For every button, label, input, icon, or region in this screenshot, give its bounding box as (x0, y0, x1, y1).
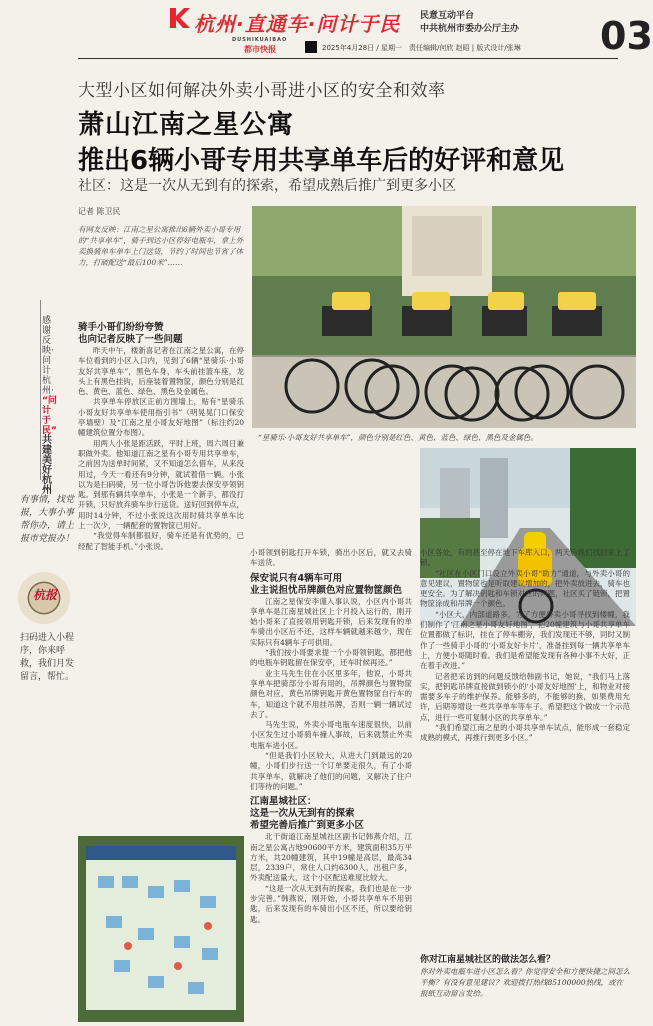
col2-heading-3: 江南星城社区： (250, 796, 317, 808)
map-board-photo (78, 836, 244, 1022)
question-body: 你对外卖电瓶车进小区怎么看？你觉得安全和方便快捷之间怎么平衡？有没有意见建议？欢迎拨打热线85100000热线，或在报纸互动留言发给。 (420, 967, 630, 998)
k-badge-icon (305, 41, 317, 53)
col2-para: “这是一次从无到有的探索，我们也是在一步步完善。”韩燕说，刚开始，小哥共享单车不用钥匙，后来发现有的车骑出小区不还，所以要给钥匙。 (250, 883, 412, 924)
masthead-title: 杭州·直通车·问计于民 (194, 12, 401, 36)
k-logo-icon (168, 6, 190, 30)
bikes-photo (252, 206, 636, 428)
date-line: 2025年4月28日 / 星期一 责任编辑/何欣 赵昭 | 版式设计/张琳 (322, 44, 521, 52)
col2-heading-5: 希望完善后推广到更多小区 (250, 820, 365, 832)
org-line-1: 民意互动平台 (420, 11, 475, 21)
col2-heading-2: 业主说担忧吊牌颜色对应置物筐颜色 (250, 584, 403, 596)
col1-para: 昨天中午，楼新喜记者在江南之星公寓，在停车位看到的小区入口内，见到了6辆“星骑乐·小哥友好共享单车”，黑色车身，车头前挂篮车座，龙头上有黑色挂钩，后座装着置物筐，颜色分别是红色、黄色、蓝色、绿色、黑色及金属色。 (78, 346, 244, 397)
sidebar-tag-a: 感谢反映·问计杭州· (42, 316, 54, 396)
col2-heading-1: 保安说只有4辆车可用 (250, 572, 343, 584)
byline: 记者 陈卫民 (78, 207, 121, 216)
headline-subhead: 社区：这是一次从无到有的探索，希望成熟后推广到更多小区 (78, 178, 456, 194)
col2-para: 江南之星保安李谨入事认说，小区内小哥共享单车是江南星城社区上个月投入运行的，刚开始小哥来了直接领用钥匙开锁，后来发现有的单车骑出小区后不还，这样车辆就越来越少，现在实际只有4辆车子可供用。 (250, 596, 412, 647)
sidebar-divider (40, 300, 41, 480)
col3-para: “社区在小区门口设立外卖小哥“助力”通道，与外卖小哥的意见建议，置物筐也是听取建议增加的，把外卖放进去，骑车也更安全。为了解决钥匙和车锁对应的问题，社区买了链锁，把置物筐涂成和吊牌一个颜色。 (420, 568, 630, 609)
col2-para: 业主马先生住在小区里多年，他说，小哥共享单车把骑部分小哥有用的，吊牌颜色与置物筐颜色对应，黄色吊牌钥匙开黄色置物筐自行车的车，知道这个就不用挂吊牌，否则一辆一辆试过去了。 (250, 668, 412, 719)
photo-caption: “星骑乐·小哥友好共享单车”，颜色分别是红色、黄色、蓝色、绿色、黑色及金属色。 (258, 433, 539, 442)
masthead-rule (78, 58, 618, 59)
col2-para: “但是我们小区较大，从进大门到最远的20幢，小哥们步行送一个订单要走很久，有了小哥共享单车，就解决了他们的问题，又解决了住户们等待的问题。” (250, 751, 412, 791)
masthead-pinyin: DUSHIKUAIBAO (232, 37, 288, 43)
sidebar-tag (42, 316, 55, 496)
masthead-org (420, 10, 519, 36)
seal-text: 杭报 (33, 588, 58, 602)
sidebar-note: 有事情，找党报，大事小事帮你办，请上报市党报办！ (20, 495, 75, 544)
sidebar-note-2: 扫码进入小程序，你来呼救，我们月发留言，帮忙。 (20, 633, 75, 682)
map-illustration (78, 836, 244, 1022)
column-1 (78, 322, 244, 832)
col2-para: 小哥领到钥匙打开车锁，骑出小区后，就又去骑车送货。 (250, 548, 412, 568)
question-title: 你对江南星城社区的做法怎么看？ (420, 955, 556, 965)
sidebar-tag-b: “问计于民” (42, 396, 57, 436)
headline-line-1: 萧山江南之星公寓 (78, 110, 295, 140)
intro-text: 有网友反映：江南之星公寓推出6辆外卖小哥专用的“共享单车”，骑手到达小区停好电瓶车，拿上外卖换骑单车单车上门送货，节约了时间也节省了体力，打破配送“最后100米”…… (78, 225, 244, 267)
col1-heading-1: 骑手小哥们纷纷夸赞 (78, 322, 164, 333)
bikes-illustration (252, 206, 636, 428)
col1-para: 用两人小张是距活跃，平时上班，周六周日兼职做外卖。他知道江南之星有小哥专用共享单车，之前因为送单时间紧，又不知道怎么借车，从来没用过，今天一看还有9分钟，就试着借一辆。小张以为是扫码骑，另一位小哥告诉他要去保安亭领钥匙。到那有辆共享单车，小张是一个新手，都没打开锁，只好放弃骑车步行送货。送好回到停车点，用时14分钟，不过小张说这次用时骑共享单车比上一次少，一辆配套的置物筐已用好。 (78, 438, 244, 531)
sidebar-tag-c: 共建美好杭州 (42, 435, 52, 496)
col1-para: “我觉得车制都很好，骑车还是有优势的，已经配了智能手机。”小张说。 (78, 531, 244, 551)
masthead-subtitle: 都市快报 (244, 45, 276, 54)
col1-heading-2: 也向记者反映了一些问题 (78, 334, 183, 345)
headline-line-2: 推出6辆小哥专用共享单车后的好评和意见 (78, 146, 565, 176)
col3-para: “我们希望江南之星的小哥共享单车试点，能形成一套稳定成熟的模式，再推行到更多小区。” (420, 723, 630, 743)
column-3 (420, 548, 630, 948)
col1-para: 共享单车停放区正前方围墙上，贴有“星骑乐小哥友好共享单车使用指引书”（明晃晃门口保安亭墙壁）及“江南之星小哥友好地图”（标注约20幢建筑位置分布图）。 (78, 397, 244, 438)
qr-seal-icon[interactable] (18, 572, 70, 624)
col3-para: 小区各处，有的甚至停在地下车库入口，两天后我们找回来上了锁。 (420, 548, 630, 568)
col2-heading-4: 这是一次从无到有的探索 (250, 808, 355, 820)
col2-para: “我们按小哥要求提一个小哥领钥匙，都把他的电瓶车钥匙留在保安亭，还车时候再还。” (250, 648, 412, 668)
col3-para: “小区大，内部道路多，为了方便外卖小哥寻找到楼幢，我们制作了‘江南之星小哥友好地图’，把20幢建筑与小哥共享单车位置都做了标识，挂在了停车棚旁，我们发现还不够，同时又制作了一些骑手小哥的‘小哥友好卡片’，准备挂到每一辆共享单车上，方便小哥随时看。我们是希望能发现有各种小事不大好，正在着手改进。” (420, 609, 630, 671)
col2-para: 北干街道江南星城社区副书记韩燕介绍，江南之星公寓占地90600平方米，建筑面积35万平方米，共20幢建筑，其中19幢是高层，最高34层，2339户，常住人口约6300人，出租户多，外卖配送量大，这个小区配送难度比较大。 (250, 832, 412, 883)
headline-kicker: 大型小区如何解决外卖小哥进小区的安全和效率 (78, 81, 446, 101)
org-line-2: 中共杭州市委办公厅主办 (420, 24, 520, 34)
col3-para: 记者把采访到的问题反馈给韩副书记，她说，“我们马上落实，把钥匙吊牌直接做到锁小的‘小哥友好地图’上，和物业对接需要多车子的维护保养。能够多的，不能够的换，如果费用允许，后期等增设一些共享单车等车子。希望把这个做成一个示范点，进行一些可复制小区的共享单车。” (420, 671, 630, 722)
column-2 (250, 548, 412, 1023)
page-number: 03 (600, 14, 653, 58)
col2-para: 马先生说，外卖小哥电瓶车速度很快，以前小区发生过小哥骑车撞人事故，后来就禁止外卖电瓶车进小区。 (250, 720, 412, 750)
